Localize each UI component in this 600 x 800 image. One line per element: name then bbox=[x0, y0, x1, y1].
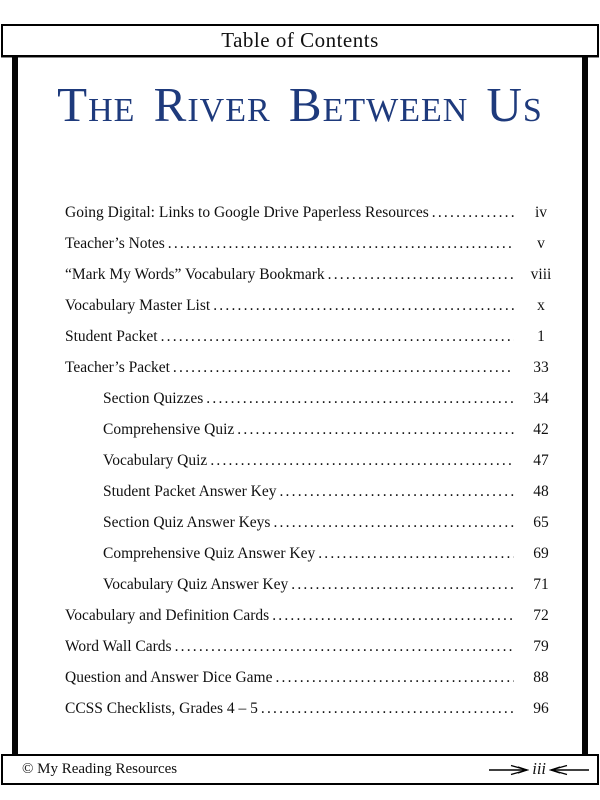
toc-entry-label: Student Packet bbox=[65, 328, 158, 345]
left-border-bar bbox=[12, 57, 18, 754]
toc-dot-leader bbox=[237, 414, 514, 445]
book-title: The River Between Us bbox=[57, 77, 543, 132]
toc-entry bbox=[65, 662, 563, 693]
toc-entry-label: Section Quiz Answer Keys bbox=[103, 514, 271, 531]
toc-dot-leader bbox=[279, 476, 514, 507]
toc-entry-page: 79 bbox=[533, 638, 549, 655]
toc-dot-leader bbox=[213, 290, 514, 321]
page-number-ornament bbox=[489, 761, 589, 778]
toc-dot-leader bbox=[173, 352, 514, 383]
toc-entry-page: viii bbox=[530, 266, 552, 283]
toc-entry-label: “Mark My Words” Vocabulary Bookmark bbox=[65, 266, 325, 283]
toc-entry-page: 65 bbox=[533, 514, 549, 531]
toc-dot-leader bbox=[328, 259, 514, 290]
toc-entry-page: v bbox=[537, 235, 545, 252]
toc-dot-leader bbox=[168, 228, 514, 259]
toc-entry bbox=[65, 321, 563, 352]
toc-entry-label: Comprehensive Quiz bbox=[103, 421, 235, 438]
toc-entry-label: Vocabulary Quiz Answer Key bbox=[103, 576, 289, 593]
toc-entry-page: 71 bbox=[533, 576, 549, 593]
toc-entry-page: 72 bbox=[533, 607, 549, 624]
toc-list bbox=[65, 197, 563, 724]
page-header bbox=[1, 24, 599, 57]
toc-entry-label: Vocabulary Master List bbox=[65, 297, 211, 314]
toc-entry-label: Question and Answer Dice Game bbox=[65, 669, 273, 686]
toc-entry bbox=[65, 414, 563, 445]
toc-dot-leader bbox=[275, 662, 514, 693]
toc-entry bbox=[65, 507, 563, 538]
toc-entry bbox=[65, 290, 563, 321]
toc-entry bbox=[65, 693, 563, 724]
toc-entry-page: 96 bbox=[533, 700, 549, 717]
toc-entry-page: 88 bbox=[533, 669, 549, 686]
toc-entry bbox=[65, 197, 563, 228]
page-footer bbox=[1, 754, 599, 785]
toc-entry-page: 69 bbox=[533, 545, 549, 562]
toc-dot-leader bbox=[291, 569, 514, 600]
toc-entry-label: Going Digital: Links to Google Drive Paperless Resources bbox=[65, 204, 429, 221]
toc-entry bbox=[65, 631, 563, 662]
toc-dot-leader bbox=[175, 631, 514, 662]
toc-entry-page: 1 bbox=[537, 328, 545, 345]
arrow-ornament-right-icon bbox=[549, 764, 589, 776]
toc-dot-leader bbox=[432, 197, 514, 228]
toc-entry-page: 47 bbox=[533, 452, 549, 469]
toc-entry bbox=[65, 352, 563, 383]
toc-dot-leader bbox=[161, 321, 514, 352]
toc-entry-label: Student Packet Answer Key bbox=[103, 483, 277, 500]
toc-dot-leader bbox=[261, 693, 514, 724]
page-number: iii bbox=[532, 759, 546, 779]
toc-entry-page: 48 bbox=[533, 483, 549, 500]
toc-entry-label: CCSS Checklists, Grades 4 – 5 bbox=[65, 700, 258, 717]
toc-dot-leader bbox=[210, 445, 514, 476]
toc-entry bbox=[65, 228, 563, 259]
toc-entry-label: Vocabulary and Definition Cards bbox=[65, 607, 270, 624]
toc-entry-label: Section Quizzes bbox=[103, 390, 204, 407]
toc-entry-page: x bbox=[537, 297, 545, 314]
toc-entry-page: iv bbox=[534, 204, 548, 221]
right-border-bar bbox=[582, 57, 588, 754]
toc-dot-leader bbox=[272, 600, 514, 631]
copyright-text: © My Reading Resources bbox=[22, 761, 178, 777]
toc-entry bbox=[65, 538, 563, 569]
toc-entry-label: Teacher’s Packet bbox=[65, 359, 170, 376]
toc-entry bbox=[65, 383, 563, 414]
toc-entry bbox=[65, 600, 563, 631]
arrow-ornament-left-icon bbox=[489, 764, 529, 776]
toc-entry-label: Word Wall Cards bbox=[65, 638, 172, 655]
toc-entry-page: 42 bbox=[533, 421, 549, 438]
toc-entry-label: Comprehensive Quiz Answer Key bbox=[103, 545, 316, 562]
toc-dot-leader bbox=[206, 383, 514, 414]
toc-entry bbox=[65, 259, 563, 290]
toc-entry-label: Vocabulary Quiz bbox=[103, 452, 208, 469]
toc-entry bbox=[65, 445, 563, 476]
header-title: Table of Contents bbox=[221, 28, 379, 52]
toc-dot-leader bbox=[273, 507, 514, 538]
toc-entry-label: Teacher’s Notes bbox=[65, 235, 165, 252]
toc-entry bbox=[65, 569, 563, 600]
toc-entry bbox=[65, 476, 563, 507]
toc-dot-leader bbox=[318, 538, 514, 569]
toc-entry-page: 33 bbox=[533, 359, 549, 376]
toc-entry-page: 34 bbox=[533, 390, 549, 407]
